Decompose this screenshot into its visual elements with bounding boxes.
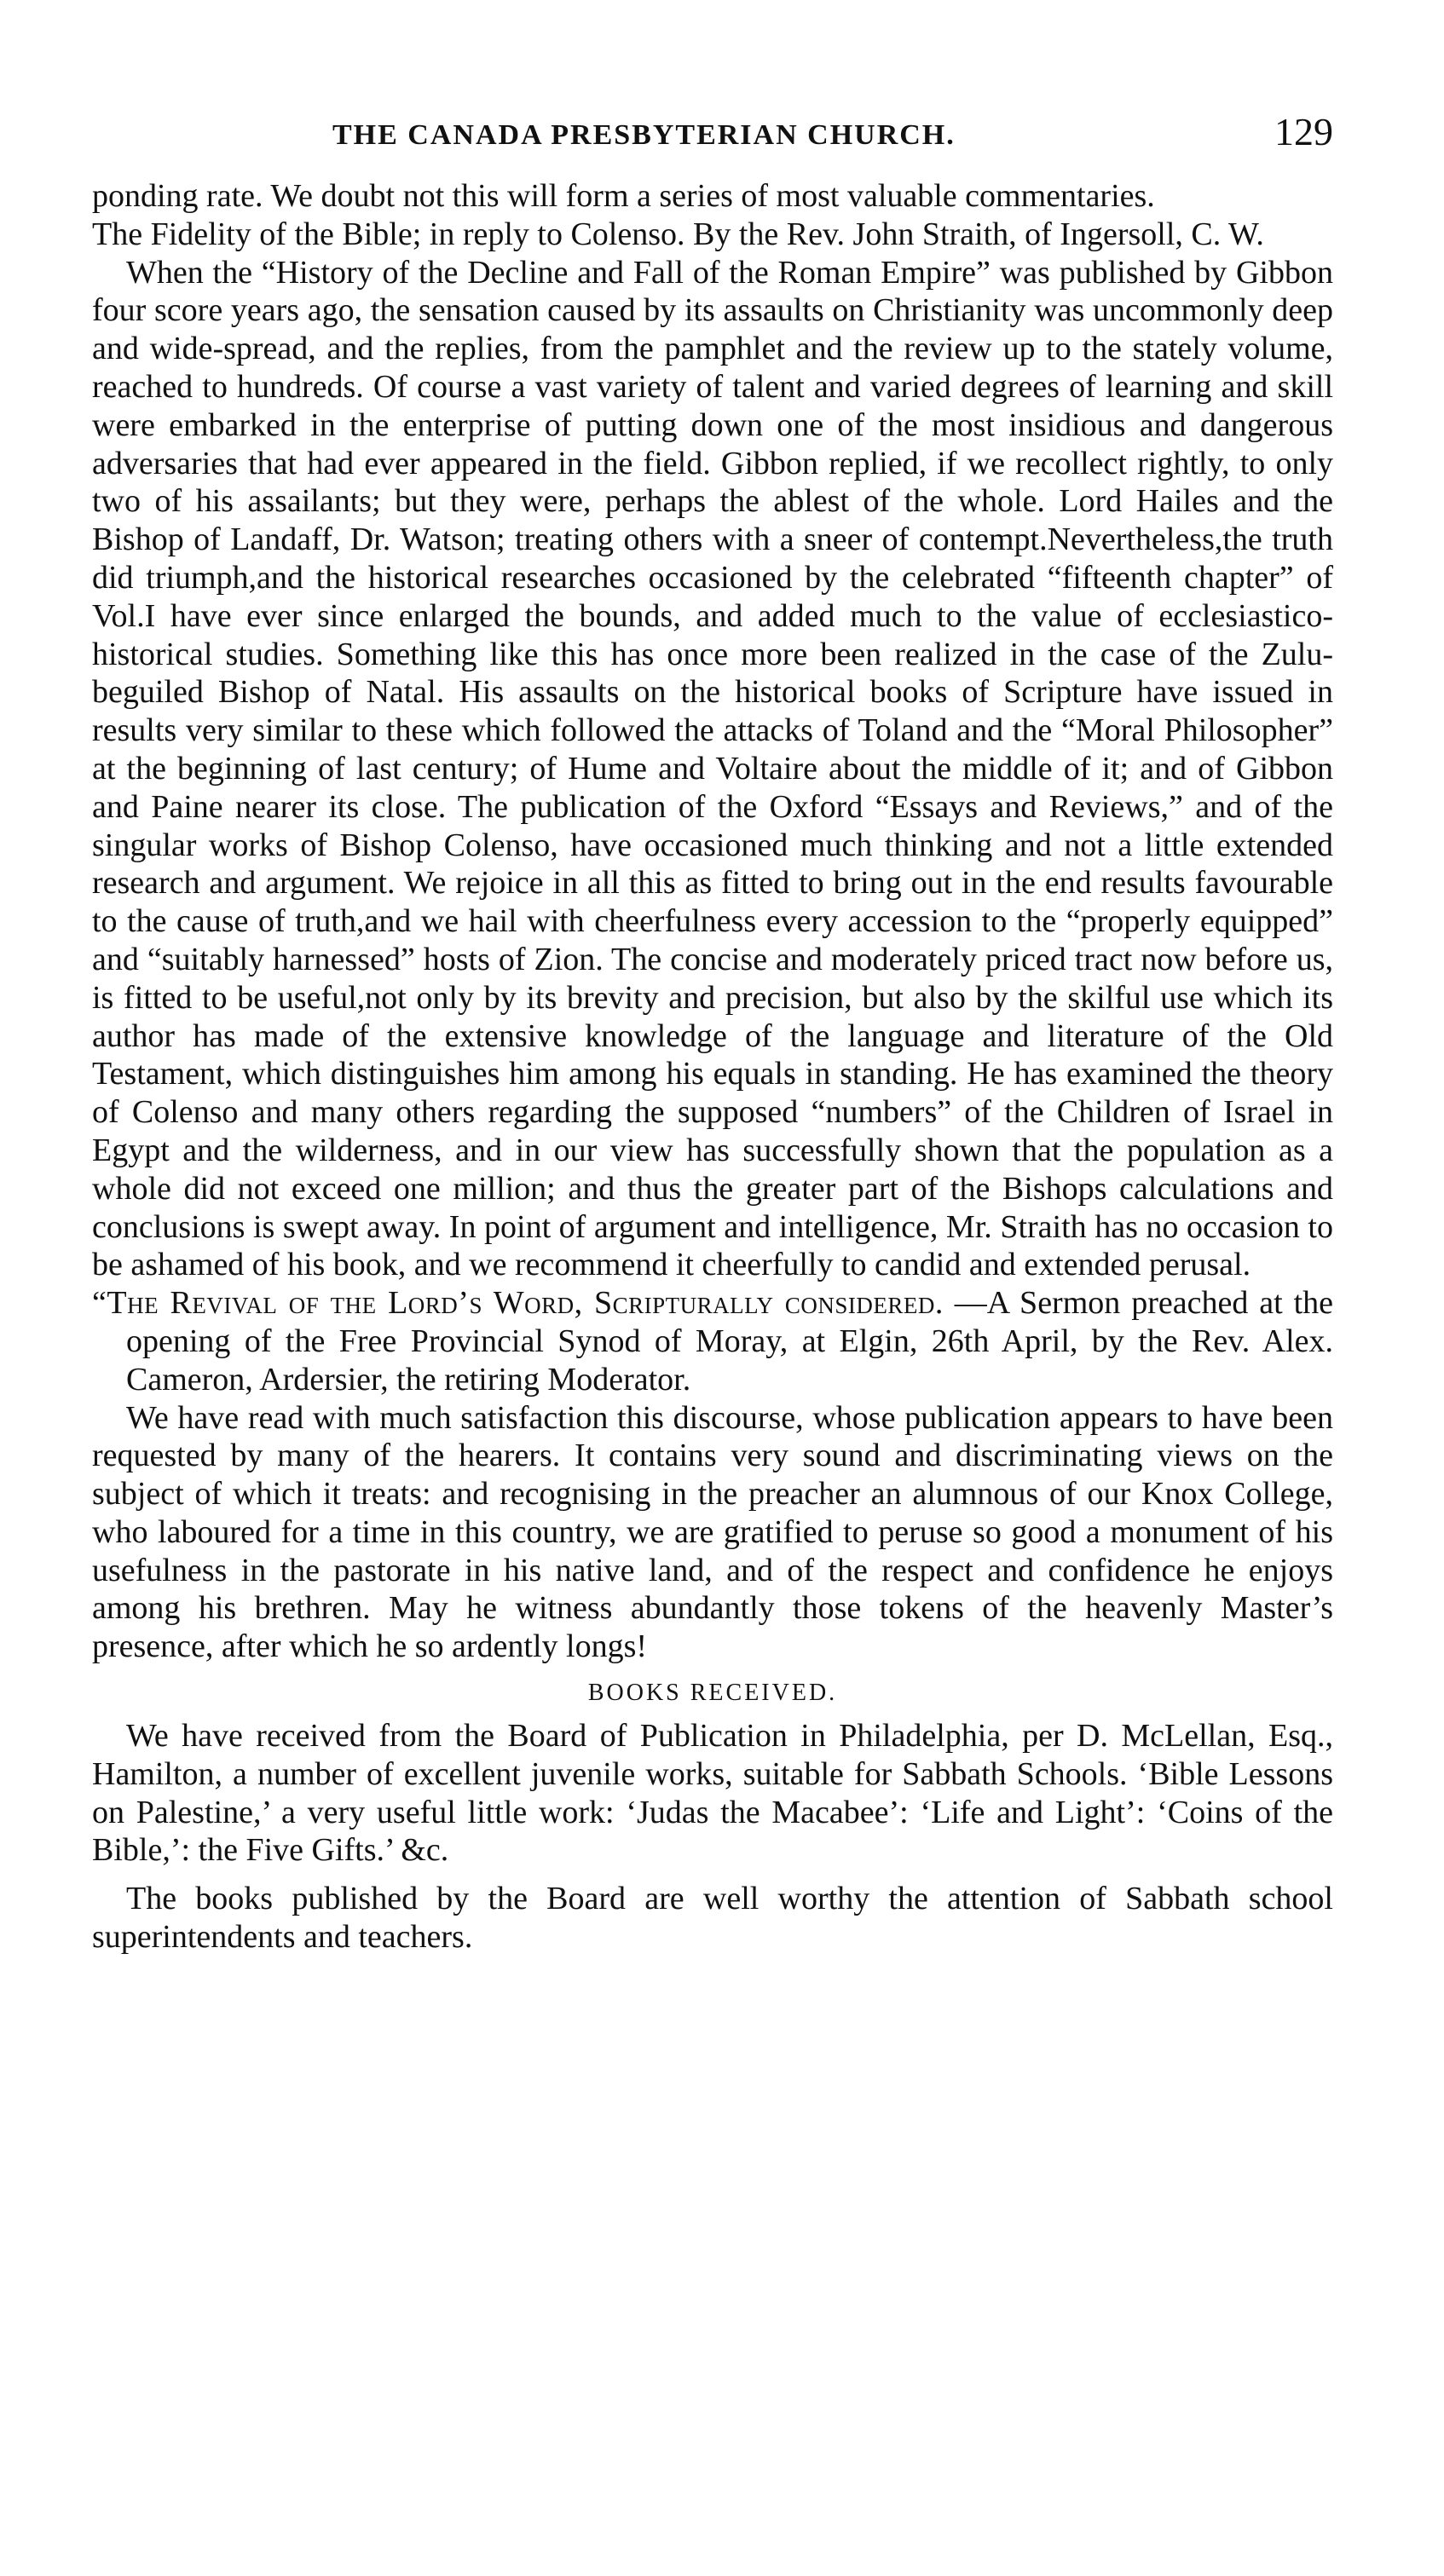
running-title: THE CANADA PRESBYTERIAN CHURCH. [332,119,956,151]
running-head [92,109,1333,158]
books-paragraph-2: The books published by the Board are well worthy the attention of Sabbath school superintendents and teachers. [92,1881,1333,1956]
text-body [92,177,1333,1956]
books-paragraph-1: We have received from the Board of Publication in Philadelphia, per D. McLellan, Esq., Hamilton, a number of excellent juvenile works, suitable for Sabbath Schools. ‘Bible Lessons on Palestine,’ a very useful little work: ‘Judas the Macabee’: ‘Life and Light’: ‘Coins of the Bible,’: the Five Gifts.’ &c. [92,1718,1333,1869]
book-entry-revival [92,1284,1333,1398]
revival-title-rest: —A Sermon preached at the opening of the Free Provincial Synod of Moray, at Elgin, 26th April, by the Rev. Alex. Cameron, Ardersier, the retiring Moderator. [126,1285,1334,1397]
continuation-paragraph: ponding rate. We doubt not this will form a series of most valuable commentaries. [92,178,1155,214]
book-entry-fidelity: The Fidelity of the Bible; in reply to Colenso. By the Rev. John Straith, of Ingersoll, C. W. [92,216,1264,252]
revival-title-caps: “The Revival of the Lord’s Word, Scripturally considered. [92,1285,944,1322]
books-received-section [92,1674,1333,1956]
section-heading-books-received: BOOKS RECEIVED. [587,1680,838,1707]
page-number: 129 [1274,110,1333,153]
review-paragraph-revival: We have read with much satisfaction this discourse, whose publication appears to have been requested by many of the hearers. It contains very sound and discriminating views on the subject of which it treats: and recognising in the preacher an alumnous of our Knox College, who laboured for a time in this country, we are gratified to peruse so good a monument of his usefulness in the pastorate in his native land, and of the respect and confidence he enjoys among his brethren. May he witness abundantly those tokens of the heavenly Master’s presence, after which he so ardently longs! [92,1399,1333,1665]
review-paragraph-fidelity: When the “History of the Decline and Fall of the Roman Empire” was published by Gibbon four score years ago, the sensation caused by its assaults on Christianity was uncommonly deep and wide-spread, and the replies, from the pamphlet and the review up to the stately volume, reached to hundreds. Of course a vast variety of talent and varied degrees of learning and skill were embarked in the enterprise of putting down one of the most insidious and dangerous adversaries that had ever appeared in the field. Gibbon replied, if we recollect rightly, to only two of his assailants; but they were, perhaps the ablest of the whole. Lord Hailes and the Bishop of Landaff, Dr. Watson; treating others with a sneer of contempt.Nevertheless,the truth did triumph,and the historical researches occasioned by the celebrated “fifteenth chapter” of Vol.I have ever since enlarged the bounds, and added much to the value of ecclesiastico-historical studies. Something like this has once more been realized in the case of the Zulu-beguiled Bishop of Natal. His assaults on the historical books of Scripture have issued in results very similar to these which followed the attacks of Toland and the “Moral Philosopher” at the beginning of last century; of Hume and Voltaire about the middle of it; and of Gibbon and Paine nearer its close. The publication of the Oxford “Essays and Reviews,” and of the singular works of Bishop Colenso, have occasioned much thinking and not a little extended research and argument. We rejoice in all this as fitted to bring out in the end results favourable to the cause of truth,and we hail with cheerfulness every accession to the “properly equipped” and “suitably harnessed” hosts of Zion. The concise and moderately priced tract now before us, is fitted to be useful,not only by its brevity and precision, but also by the skilful use which its author has made of the extensive knowledge of the language and literature of the Old Testament, which distinguishes him among his equals in standing. He has examined the theory of Colenso and many others regarding the supposed “numbers” of the Children of Israel in Egypt and the wilderness, and in our view has successfully shown that the population as a whole did not exceed one million; and thus the greater part of the Bishops calculations and conclusions is swept away. In point of argument and intelligence, Mr. Straith has no occasion to be ashamed of his book, and we recommend it cheerfully to candid and extended perusal. [92,254,1333,1283]
